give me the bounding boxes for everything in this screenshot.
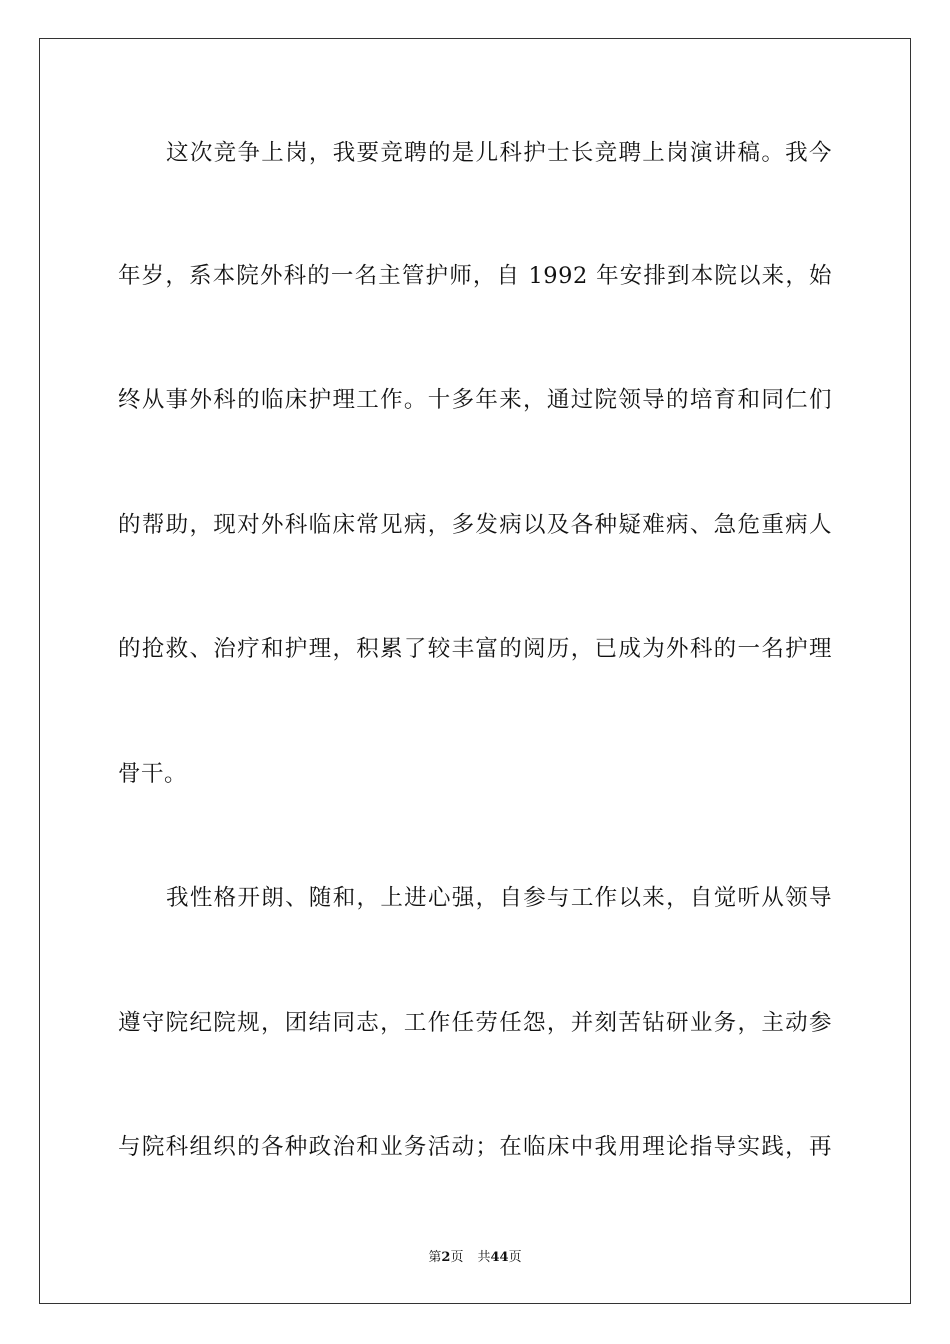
total-prefix: 共: [477, 1250, 491, 1265]
page-footer: [0, 1249, 950, 1267]
total-pages: 44: [490, 1250, 509, 1265]
paragraph-1-line-4: 的帮助，现对外科临床常见病，多发病以及各种疑难病、急危重病人: [118, 512, 832, 538]
total-suffix: 页: [508, 1250, 522, 1265]
page-border: [39, 38, 911, 1304]
paragraph-1-line-5: 的抢救、治疗和护理，积累了较丰富的阅历，已成为外科的一名护理: [118, 636, 832, 662]
paragraph-2-line-2: 遵守院纪院规，团结同志，工作任劳任怨，并刻苦钻研业务，主动参: [118, 1010, 832, 1036]
page-number: 2: [441, 1250, 451, 1265]
paragraph-2-line-3: 与院科组织的各种政治和业务活动；在临床中我用理论指导实践，再: [118, 1134, 832, 1160]
page-suffix: 页: [450, 1250, 464, 1265]
paragraph-1-line-6: 骨干。: [118, 761, 188, 787]
paragraph-2-line-1: 我性格开朗、随和，上进心强，自参与工作以来，自觉听从领导: [166, 885, 832, 911]
paragraph-1-line-3: 终从事外科的临床护理工作。十多年来，通过院领导的培育和同仁们: [118, 387, 832, 413]
paragraph-1-line-2: 年岁，系本院外科的一名主管护师，自 1992 年安排到本院以来，始: [118, 263, 832, 289]
page-prefix: 第: [428, 1250, 442, 1265]
paragraph-1-line-1: 这次竞争上岗，我要竞聘的是儿科护士长竞聘上岗演讲稿。我今: [166, 140, 832, 166]
